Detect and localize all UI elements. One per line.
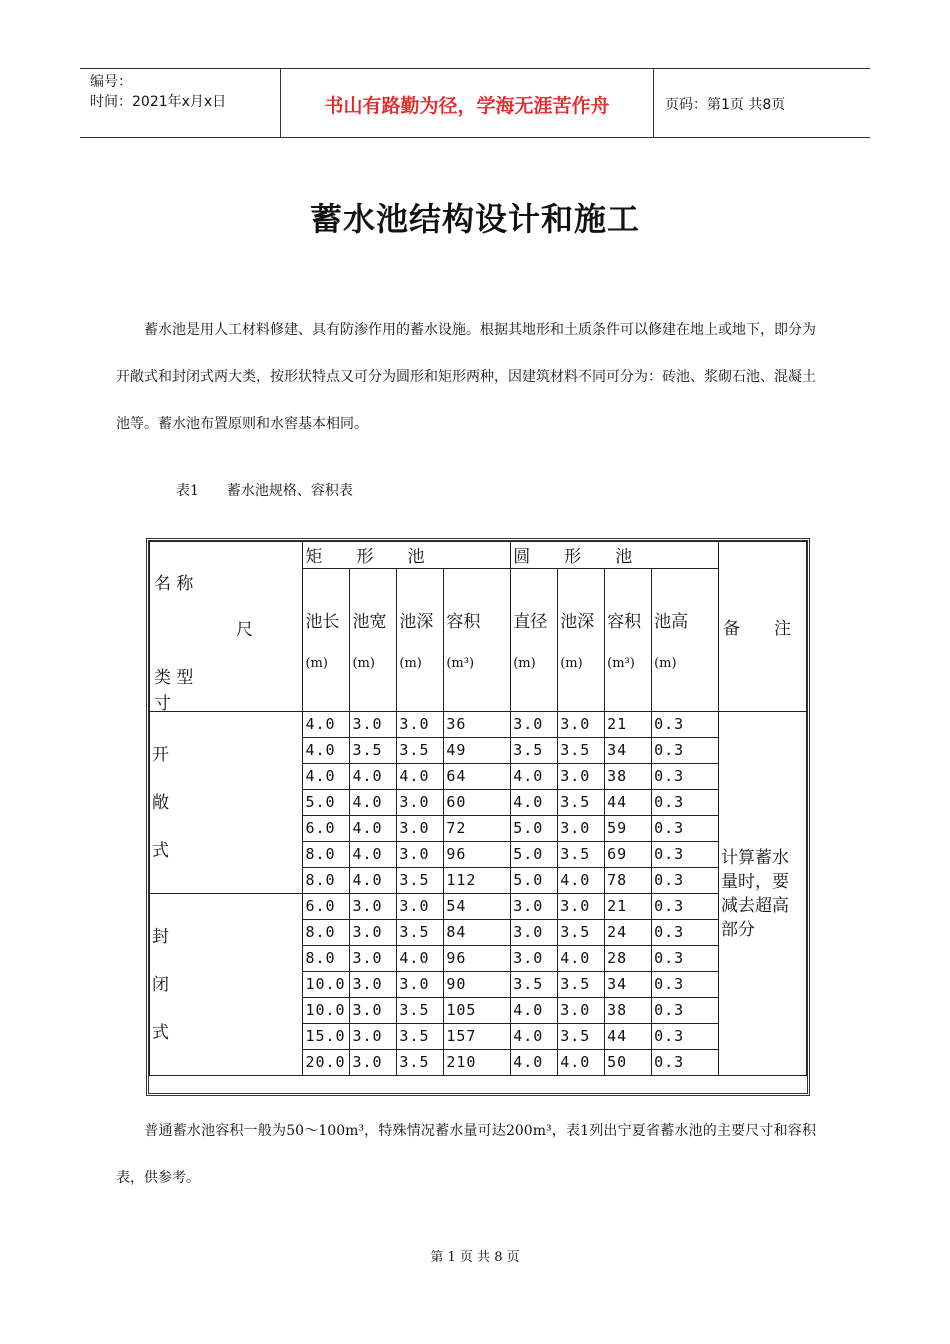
table-cell: 0.3 <box>652 842 719 868</box>
table-cell: 3.5 <box>397 1024 444 1050</box>
table-cell: 44 <box>605 790 652 816</box>
table-cell: 5.0 <box>511 816 558 842</box>
table-cell: 3.5 <box>558 920 605 946</box>
column-header-unit: (m) <box>513 656 536 671</box>
table-cell: 3.0 <box>397 790 444 816</box>
table-cell: 3.0 <box>350 946 397 972</box>
table-cell: 3.0 <box>558 764 605 790</box>
table-cell: 3.0 <box>350 894 397 920</box>
column-header-name: 池深 <box>399 612 434 632</box>
table-cell: 36 <box>444 712 511 738</box>
table-cell: 157 <box>444 1024 511 1050</box>
table-cell: 3.5 <box>397 920 444 946</box>
table-cell: 4.0 <box>511 790 558 816</box>
time-label: 时间：2021年x月x日 <box>90 94 227 110</box>
table-cell: 54 <box>444 894 511 920</box>
table-cell: 210 <box>444 1050 511 1076</box>
table-cell: 3.0 <box>397 842 444 868</box>
table-cell: 3.0 <box>397 816 444 842</box>
table-cell: 3.5 <box>558 1024 605 1050</box>
table-row <box>150 894 807 920</box>
corner-type-label: 类 型 <box>154 668 194 688</box>
table-cell: 3.0 <box>511 920 558 946</box>
table-cell: 3.0 <box>511 712 558 738</box>
table-cell: 4.0 <box>511 764 558 790</box>
spec-table-frame <box>146 538 810 1096</box>
table-cell: 0.3 <box>652 972 719 998</box>
table-cell: 4.0 <box>558 946 605 972</box>
table-cell: 0.3 <box>652 946 719 972</box>
table-caption: 表1 蓄水池规格、容积表 <box>176 483 353 499</box>
column-header-unit: (m³) <box>607 656 635 671</box>
column-header <box>511 569 558 712</box>
table-cell: 3.0 <box>558 816 605 842</box>
table-cell: 4.0 <box>558 868 605 894</box>
column-header <box>558 569 605 712</box>
table-cell: 3.5 <box>511 972 558 998</box>
table-cell: 3.5 <box>350 738 397 764</box>
table-cell: 4.0 <box>511 998 558 1024</box>
corner-dim-label: 寸 <box>154 694 171 714</box>
table-cell: 8.0 <box>303 920 350 946</box>
table-cell: 3.5 <box>558 842 605 868</box>
table-cell: 60 <box>444 790 511 816</box>
table-cell: 3.5 <box>558 790 605 816</box>
table-cell: 8.0 <box>303 868 350 894</box>
table-cell: 38 <box>605 998 652 1024</box>
column-header <box>444 569 511 712</box>
corner-name-label: 名 称 <box>154 574 194 594</box>
column-header-name: 池长 <box>305 612 340 632</box>
header-meta <box>90 72 226 112</box>
table-cell: 0.3 <box>652 1024 719 1050</box>
column-header <box>652 569 719 712</box>
type-label: 封 闭 式 <box>152 926 169 1043</box>
table-cell: 3.0 <box>558 712 605 738</box>
remark-header-label: 备 注 <box>722 619 791 639</box>
table-cell: 4.0 <box>350 816 397 842</box>
table-cell: 72 <box>444 816 511 842</box>
column-header-name: 池深 <box>560 612 595 632</box>
table-cell: 15.0 <box>303 1024 350 1050</box>
table-cell: 3.0 <box>397 894 444 920</box>
table-cell: 3.0 <box>350 998 397 1024</box>
column-header-unit: (m) <box>560 656 583 671</box>
page-footer: 第 1 页 共 8 页 <box>430 1250 520 1265</box>
column-header-unit: (m) <box>305 656 328 671</box>
table-cell: 112 <box>444 868 511 894</box>
table-cell: 24 <box>605 920 652 946</box>
table-cell: 10.0 <box>303 998 350 1024</box>
table-cell: 0.3 <box>652 1050 719 1076</box>
table-cell: 4.0 <box>558 1050 605 1076</box>
header-divider <box>653 69 654 137</box>
table-cell: 3.0 <box>397 712 444 738</box>
column-header <box>605 569 652 712</box>
table-row <box>150 712 807 738</box>
intro-paragraph: 蓄水池是用人工材料修建、具有防渗作用的蓄水设施。根据其地形和土质条件可以修建在地上或地下，即分为开敞式和封闭式两大类，按形状特点又可分为圆形和矩形两种，因建筑材料不同可分为：砖池、浆砌石池、混凝土池等。蓄水池布置原则和水窖基本相同。 <box>116 322 816 432</box>
table-cell: 4.0 <box>350 764 397 790</box>
table-cell: 49 <box>444 738 511 764</box>
table-cell: 4.0 <box>350 842 397 868</box>
column-header-unit: (m) <box>399 656 422 671</box>
table-cell: 0.3 <box>652 712 719 738</box>
table-cell: 59 <box>605 816 652 842</box>
table-cell: 96 <box>444 842 511 868</box>
header-page-info: 页码：第1页 共8页 <box>665 97 786 113</box>
table-cell: 6.0 <box>303 894 350 920</box>
column-header <box>303 569 350 712</box>
column-header-unit: (m) <box>352 656 375 671</box>
table-cell: 0.3 <box>652 764 719 790</box>
remark-header-cell <box>718 542 806 712</box>
table-cell: 4.0 <box>511 1050 558 1076</box>
table-cell: 3.5 <box>397 738 444 764</box>
table-cell: 0.3 <box>652 738 719 764</box>
column-header-name: 容积 <box>607 612 642 632</box>
table-cell: 3.0 <box>350 1024 397 1050</box>
table-cell: 21 <box>605 894 652 920</box>
column-header <box>397 569 444 712</box>
table-cell: 44 <box>605 1024 652 1050</box>
table-cell: 3.0 <box>558 998 605 1024</box>
table-cell: 3.5 <box>397 998 444 1024</box>
type-cell <box>150 712 303 894</box>
table-cell: 20.0 <box>303 1050 350 1076</box>
table-cell: 3.5 <box>397 1050 444 1076</box>
table-cell: 4.0 <box>350 790 397 816</box>
corner-header-cell <box>150 542 303 712</box>
table-cell: 0.3 <box>652 920 719 946</box>
type-cell <box>150 894 303 1076</box>
table-cell: 34 <box>605 972 652 998</box>
column-header <box>350 569 397 712</box>
column-header-unit: (m) <box>654 656 677 671</box>
column-header-name: 池宽 <box>352 612 387 632</box>
table-cell: 64 <box>444 764 511 790</box>
document-title: 蓄水池结构设计和施工 <box>309 200 640 238</box>
table-cell: 3.0 <box>397 972 444 998</box>
table-cell: 4.0 <box>303 764 350 790</box>
table-cell: 6.0 <box>303 816 350 842</box>
table-cell: 4.0 <box>303 712 350 738</box>
table-cell: 3.0 <box>350 1050 397 1076</box>
table-cell: 3.0 <box>558 894 605 920</box>
table-cell: 0.3 <box>652 894 719 920</box>
column-header-unit: (m³) <box>446 656 475 671</box>
column-header-name: 池高 <box>654 612 689 632</box>
table-cell: 3.0 <box>511 894 558 920</box>
table-cell: 0.3 <box>652 868 719 894</box>
table-cell: 3.0 <box>350 920 397 946</box>
closing-paragraph: 普通蓄水池容积一般为50～100m³，特殊情况蓄水量可达200m³，表1列出宁夏省蓄水池的主要尺寸和容积表，供参考。 <box>116 1123 816 1186</box>
table-cell: 3.0 <box>511 946 558 972</box>
column-header-name: 直径 <box>513 612 548 632</box>
table-cell: 4.0 <box>397 764 444 790</box>
table-cell: 69 <box>605 842 652 868</box>
spec-table <box>149 541 807 1076</box>
table-cell: 3.5 <box>558 738 605 764</box>
table-cell: 28 <box>605 946 652 972</box>
table-cell: 84 <box>444 920 511 946</box>
table-cell: 3.5 <box>511 738 558 764</box>
table-cell: 5.0 <box>303 790 350 816</box>
header-motto: 书山有路勤为径，学海无涯苦作舟 <box>324 95 610 117</box>
table-cell: 3.0 <box>350 712 397 738</box>
table-cell: 4.0 <box>350 868 397 894</box>
rect-group-header: 矩 形 池 <box>303 542 511 569</box>
table-cell: 3.5 <box>558 972 605 998</box>
table-cell: 3.5 <box>397 868 444 894</box>
table-cell: 38 <box>605 764 652 790</box>
table-cell: 5.0 <box>511 868 558 894</box>
table-cell: 8.0 <box>303 946 350 972</box>
table-cell: 34 <box>605 738 652 764</box>
table-cell: 0.3 <box>652 998 719 1024</box>
table-cell: 105 <box>444 998 511 1024</box>
number-label: 编号： <box>90 74 132 90</box>
circle-group-header: 圆 形 池 <box>511 542 719 569</box>
table-cell: 21 <box>605 712 652 738</box>
table-cell: 5.0 <box>511 842 558 868</box>
table-cell: 50 <box>605 1050 652 1076</box>
table-cell: 4.0 <box>303 738 350 764</box>
corner-size-label: 尺 <box>236 620 253 640</box>
table-cell: 90 <box>444 972 511 998</box>
remark-cell <box>718 712 806 1076</box>
table-cell: 4.0 <box>511 1024 558 1050</box>
table-cell: 0.3 <box>652 816 719 842</box>
table-cell: 4.0 <box>397 946 444 972</box>
table-cell: 78 <box>605 868 652 894</box>
table-cell: 10.0 <box>303 972 350 998</box>
remark-text: 计算蓄水量时，要减去超高部分 <box>720 847 789 940</box>
table-cell: 96 <box>444 946 511 972</box>
column-header-name: 容积 <box>446 612 481 632</box>
page-header <box>80 68 870 138</box>
table-cell: 3.0 <box>350 972 397 998</box>
type-label: 开 敞 式 <box>152 744 169 861</box>
table-cell: 8.0 <box>303 842 350 868</box>
table-cell: 0.3 <box>652 790 719 816</box>
